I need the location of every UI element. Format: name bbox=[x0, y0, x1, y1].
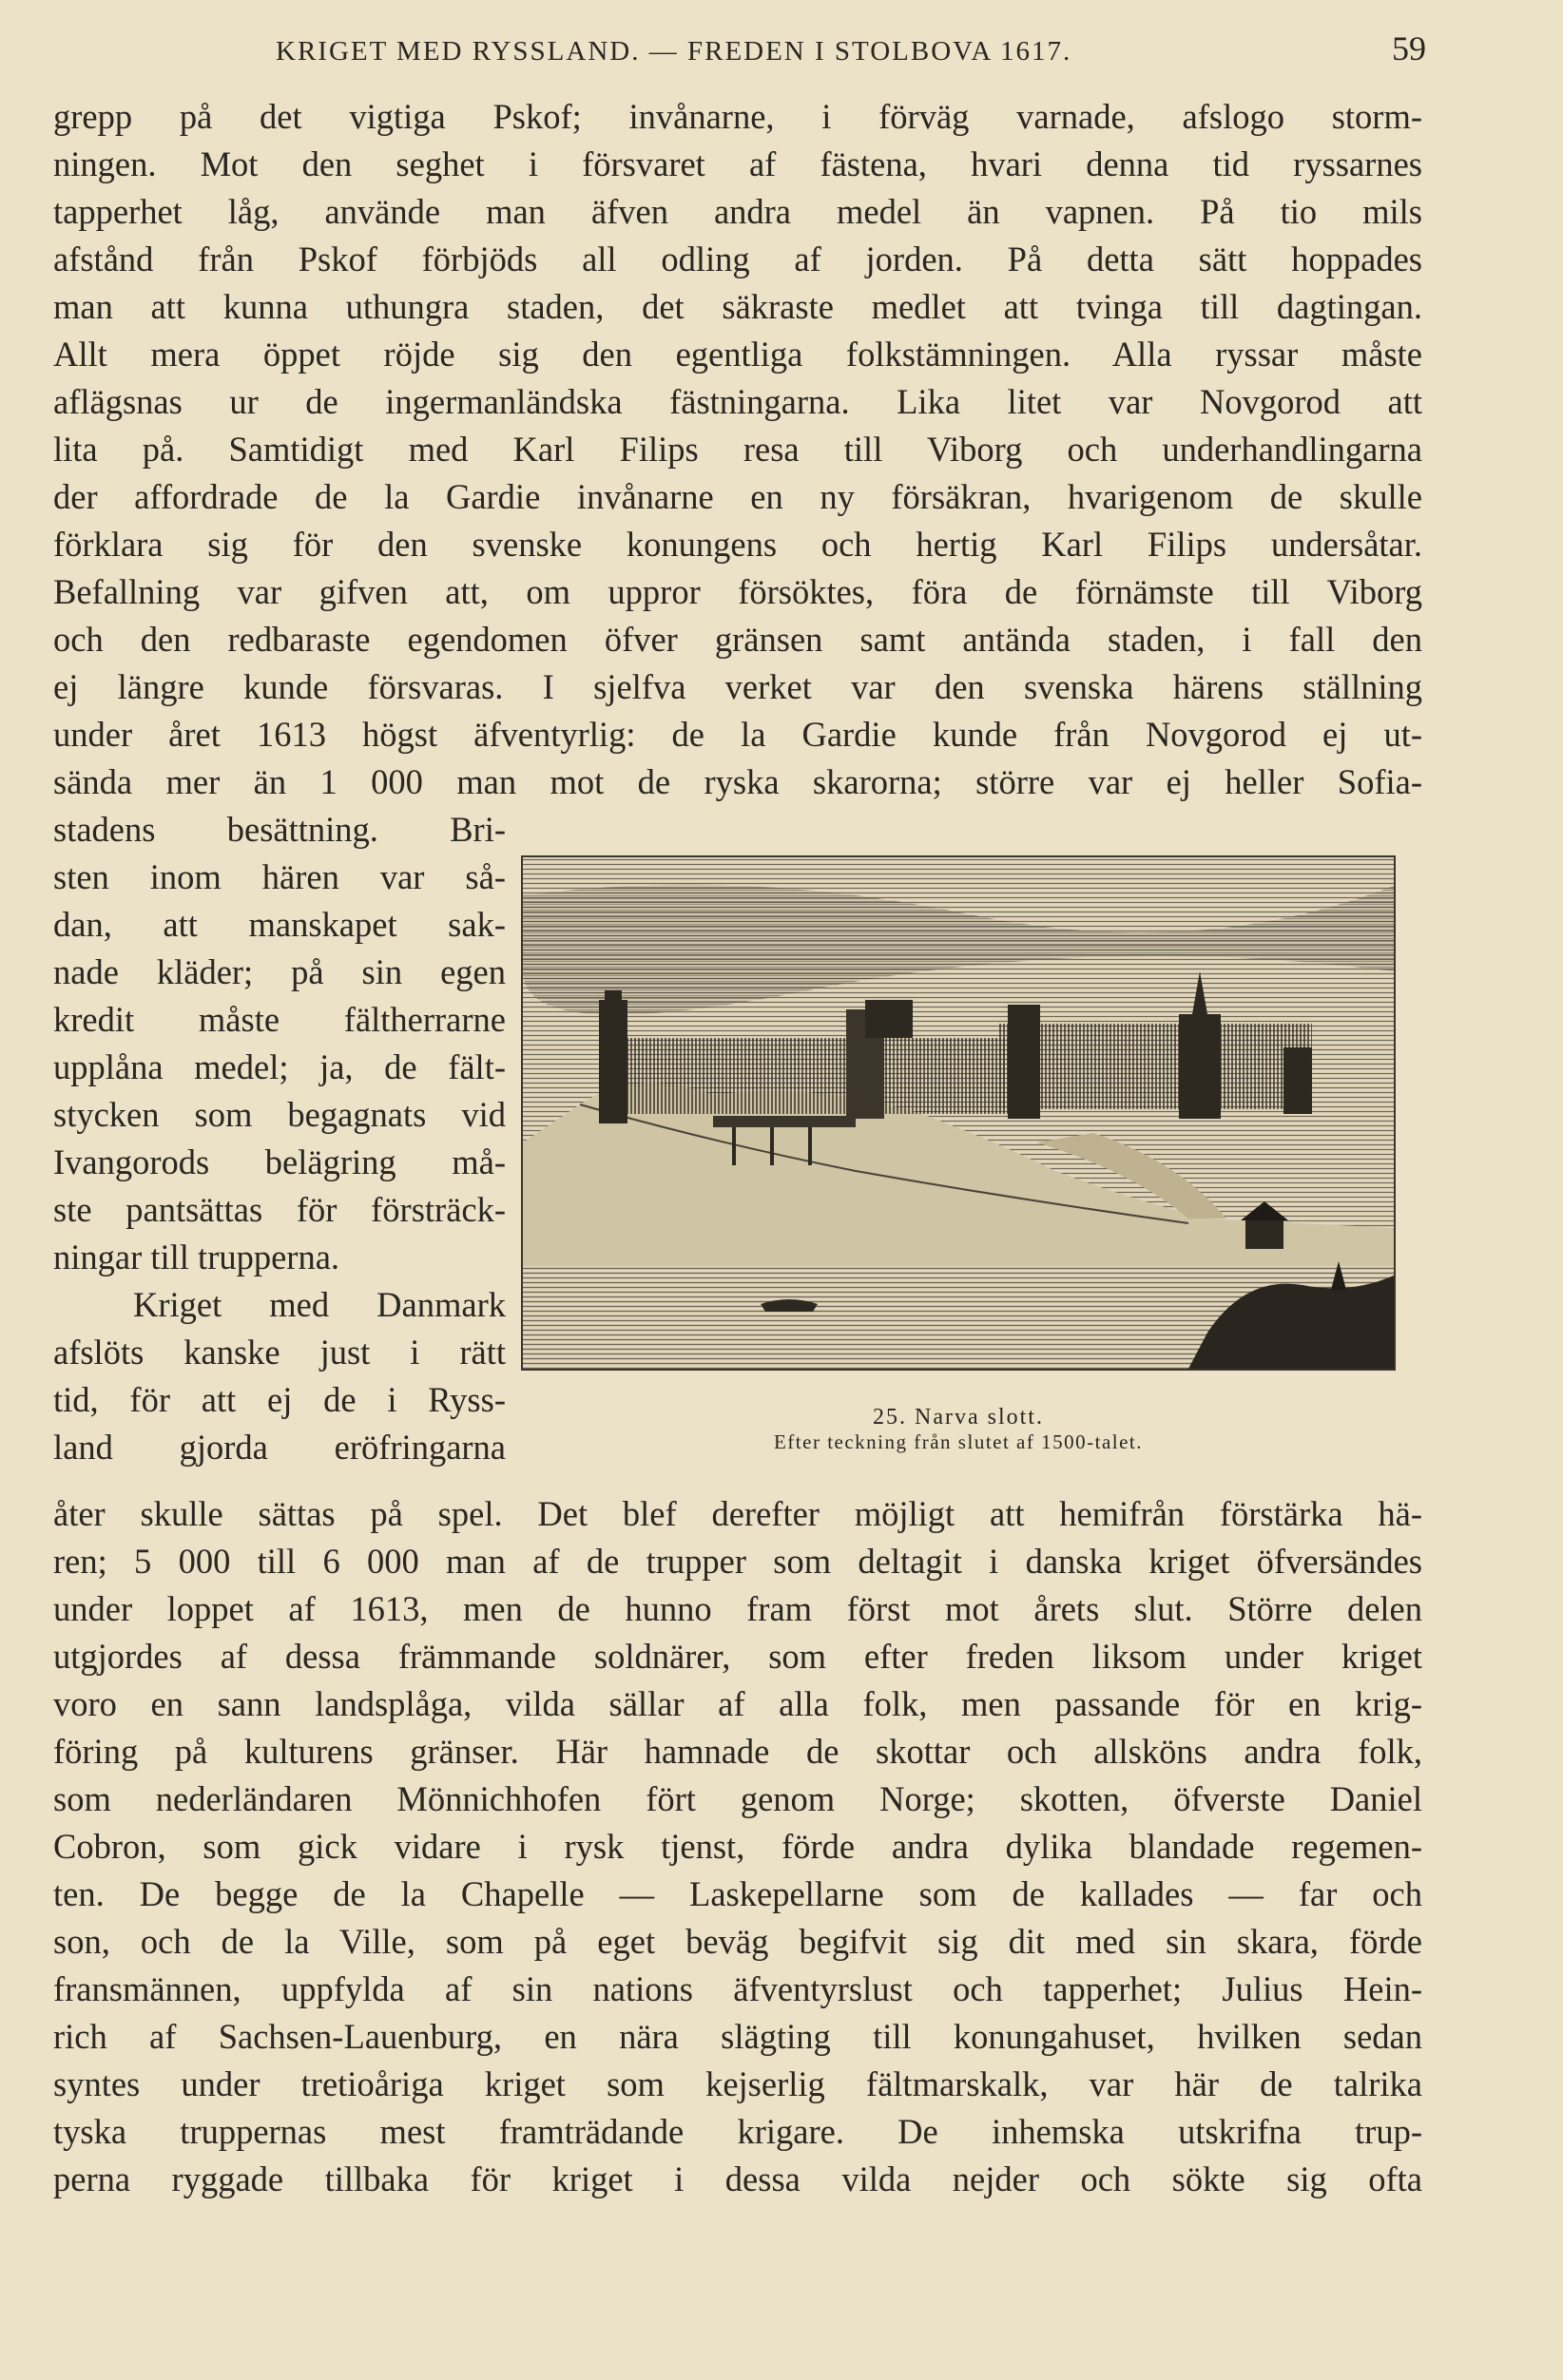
running-title: KRIGET MED RYSSLAND. — FREDEN I STOLBOVA 1617. bbox=[276, 36, 1072, 67]
page-number: 59 bbox=[1392, 29, 1426, 67]
text-line: som nederländaren Mönnichhofen fört genom Norge; skotten, öfverste Daniel bbox=[53, 1779, 1422, 1818]
text-line: upplåna medel; ja, de fält- bbox=[53, 1047, 506, 1086]
text-line: dan, att manskapet sak- bbox=[53, 905, 506, 944]
text-line: rich af Sachsen-Lauenburg, en nära slägting till konungahuset, hvilken sedan bbox=[53, 2017, 1422, 2056]
text-line: nade kläder; på sin egen bbox=[53, 952, 506, 991]
text-line: der affordrade de la Gardie invånarne en ny försäkran, hvarigenom de skulle bbox=[53, 477, 1422, 516]
text-line: Allt mera öppet röjde sig den egentliga folkstämningen. Alla ryssar måste bbox=[53, 335, 1422, 374]
text-line: utgjordes af dessa främmande soldnärer, som efter freden liksom under kriget bbox=[53, 1637, 1422, 1676]
text-line: tyska truppernas mest framträdande krigare. De inhemska utskrifna trup- bbox=[53, 2112, 1422, 2151]
text-line: sten inom hären var så- bbox=[53, 857, 506, 896]
text-line: afslöts kanske just i rätt bbox=[53, 1333, 506, 1372]
text-line: ren; 5 000 till 6 000 man af de trupper som deltagit i danska kriget öfversändes bbox=[53, 1542, 1422, 1581]
text-line: lita på. Samtidigt med Karl Filips resa till Viborg och underhandlingarna bbox=[53, 430, 1422, 469]
text-line: son, och de la Ville, som på eget beväg begifvit sig dit med sin skara, förde bbox=[53, 1922, 1422, 1961]
text-line: syntes under tretioåriga kriget som kejserlig fältmarskalk, var här de talrika bbox=[53, 2064, 1422, 2103]
text-line: kredit måste fältherrarne bbox=[53, 1000, 506, 1039]
page-header bbox=[276, 29, 1426, 76]
text-line: sända mer än 1 000 man mot de ryska skarorna; större var ej heller Sofia- bbox=[53, 762, 1422, 801]
text-line: ningar till trupperna. bbox=[53, 1238, 340, 1276]
text-line: Ivangorods belägring må- bbox=[53, 1142, 506, 1181]
figure-caption: 25. Narva slott. bbox=[873, 1405, 1044, 1430]
text-line: ningen. Mot den seghet i försvaret af fästena, hvari denna tid ryssarnes bbox=[53, 144, 1422, 183]
text-line: ten. De begge de la Chapelle — Laskepellarne som de kallades — far och bbox=[53, 1874, 1422, 1913]
text-line: Befallning var gifven att, om uppror försöktes, föra de förnämste till Viborg bbox=[53, 572, 1422, 611]
text-line: Cobron, som gick vidare i rysk tjenst, förde andra dylika blandade regemen- bbox=[53, 1827, 1422, 1866]
text-line: ej längre kunde försvaras. I sjelfva verket var den svenska härens ställning bbox=[53, 667, 1422, 706]
text-line: under året 1613 högst äfventyrlig: de la Gardie kunde från Novgorod ej ut- bbox=[53, 715, 1422, 754]
text-line: föring på kulturens gränser. Här hamnade de skottar och allsköns andra folk, bbox=[53, 1732, 1422, 1771]
castle-illustration bbox=[523, 857, 1394, 1369]
text-line: grepp på det vigtiga Pskof; invånarne, i förväg varnade, afslogo storm- bbox=[53, 97, 1422, 136]
text-line: stadens besättning. Bri- bbox=[53, 810, 506, 849]
text-line: förklara sig för den svenske konungens och hertig Karl Filips undersåtar. bbox=[53, 525, 1422, 564]
text-line: åter skulle sättas på spel. Det blef derefter möjligt att hemifrån förstärka hä- bbox=[53, 1494, 1422, 1533]
narva-castle-engraving bbox=[521, 855, 1396, 1371]
text-line: perna ryggade tillbaka för kriget i dessa vilda nejder och sökte sig ofta bbox=[53, 2159, 1422, 2198]
text-line: Kriget med Danmark bbox=[133, 1285, 506, 1324]
text-line: man att kunna uthungra staden, det säkraste medlet att tvinga till dagtingan. bbox=[53, 287, 1422, 326]
text-line: aflägsnas ur de ingermanländska fästningarna. Lika litet var Novgorod att bbox=[53, 382, 1422, 421]
text-line: stycken som begagnats vid bbox=[53, 1095, 506, 1134]
text-line: fransmännen, uppfylda af sin nations äfventyrslust och tapperhet; Julius Hein- bbox=[53, 1969, 1422, 2008]
text-line: land gjorda eröfringarna bbox=[53, 1428, 506, 1467]
text-line: och den redbaraste egendomen öfver gränsen samt antända staden, i fall den bbox=[53, 620, 1422, 659]
figure-credit: Efter teckning från slutet af 1500-talet. bbox=[773, 1430, 1144, 1453]
text-line: tid, för att ej de i Ryss- bbox=[53, 1380, 506, 1419]
text-line: tapperhet låg, använde man äfven andra medel än vapnen. På tio mils bbox=[53, 192, 1422, 231]
text-line: under loppet af 1613, men de hunno fram först mot årets slut. Större delen bbox=[53, 1589, 1422, 1628]
text-line: ste pantsättas för försträck- bbox=[53, 1190, 506, 1229]
text-line: voro en sann landsplåga, vilda sällar af alla folk, men passande för en krig- bbox=[53, 1684, 1422, 1723]
text-line: afstånd från Pskof förbjöds all odling af jorden. På detta sätt hoppades bbox=[53, 240, 1422, 278]
